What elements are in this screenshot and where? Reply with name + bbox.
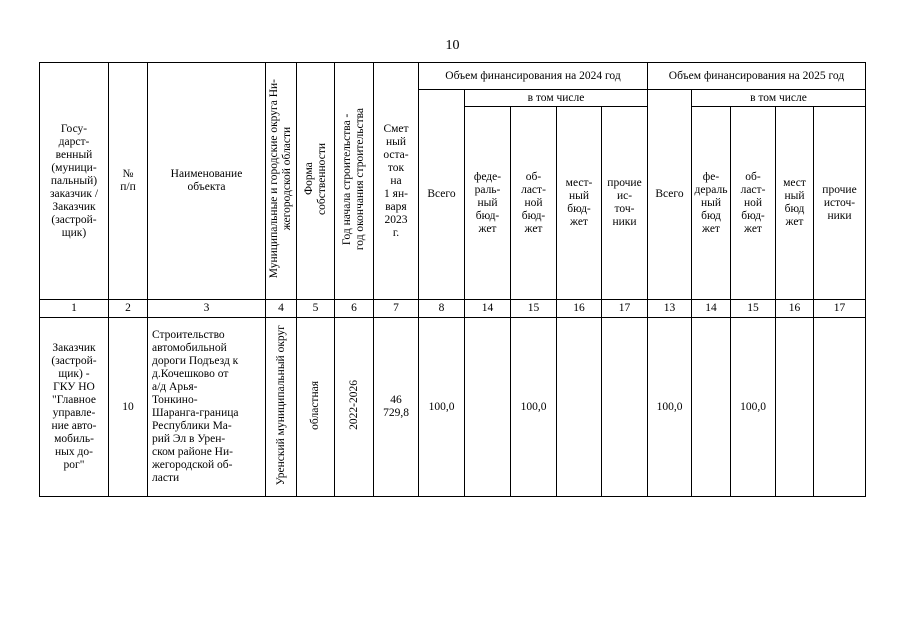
column-number: 15 <box>731 300 776 318</box>
header-including-2025: в том числе <box>692 90 866 107</box>
header-federal-2025: фе- дераль ный бюд жет <box>692 107 731 300</box>
column-number: 8 <box>419 300 465 318</box>
header-federal-2024: федe- раль- ный бюд- жет <box>465 107 511 300</box>
column-number: 6 <box>335 300 374 318</box>
column-number: 14 <box>692 300 731 318</box>
column-number: 4 <box>266 300 297 318</box>
row-other-2025 <box>814 318 866 497</box>
header-ownership <box>297 63 335 300</box>
header-including-2024: в том числе <box>465 90 648 107</box>
header-years-text: Год начала строительства - год окончания строительства <box>341 107 366 251</box>
column-number: 15 <box>511 300 557 318</box>
column-number: 17 <box>814 300 866 318</box>
row-total-2025: 100,0 <box>648 318 692 497</box>
row-local-2025 <box>776 318 814 497</box>
column-numbers-row <box>40 300 866 318</box>
row-municipal <box>266 318 297 497</box>
header-total-2024: Всего <box>419 90 465 300</box>
row-ownership <box>297 318 335 497</box>
column-number: 13 <box>648 300 692 318</box>
column-number: 14 <box>465 300 511 318</box>
table-row <box>40 318 866 497</box>
row-years <box>335 318 374 497</box>
row-remaining: 46 729,8 <box>374 318 419 497</box>
header-regional-2025: об- ласт- ной бюд- жет <box>731 107 776 300</box>
header-local-2025: мест ный бюд жет <box>776 107 814 300</box>
header-local-2024: мест- ный бюд- жет <box>557 107 602 300</box>
header-num: № п/п <box>109 63 148 300</box>
column-number: 16 <box>776 300 814 318</box>
row-regional-2025: 100,0 <box>731 318 776 497</box>
header-row-1 <box>40 63 866 90</box>
header-years <box>335 63 374 300</box>
page-number: 10 <box>445 38 460 53</box>
row-federal-2025 <box>692 318 731 497</box>
financing-table <box>39 62 866 497</box>
row-object-name: Строительство автомобильной дороги Подъезд к д.Кочешково от а/д Арья- Тонкино- Шаранга-граница Республики Ма- рий Эл в Урен- ском районе Ни- жегородской об- ласти <box>148 318 266 497</box>
header-ownership-text: Форма собственности <box>302 143 328 215</box>
row-customer: Заказчик (застрой- щик) - ГКУ НО "Главное управле- ние авто- мобиль- ных до- рог" <box>40 318 109 497</box>
row-federal-2024 <box>465 318 511 497</box>
column-number: 1 <box>40 300 109 318</box>
row-municipal-text: Уренский муниципальный округ <box>274 324 287 486</box>
row-local-2024 <box>557 318 602 497</box>
header-regional-2024: об- ласт- ной бюд- жет <box>511 107 557 300</box>
row-years-text: 2022-2026 <box>347 380 360 430</box>
column-number: 17 <box>602 300 648 318</box>
header-municipal <box>266 63 297 300</box>
header-other-2024: прочие ис- точ- ники <box>602 107 648 300</box>
column-number: 7 <box>374 300 419 318</box>
row-ownership-text: областная <box>309 380 321 430</box>
row-other-2024 <box>602 318 648 497</box>
column-number: 5 <box>297 300 335 318</box>
column-number: 16 <box>557 300 602 318</box>
row-num: 10 <box>109 318 148 497</box>
header-remaining: Смет ный оста- ток на 1 ян- варя 2023 г. <box>374 63 419 300</box>
row-regional-2024: 100,0 <box>511 318 557 497</box>
header-fin-2025: Объем финансирования на 2025 год <box>648 63 866 90</box>
header-total-2025: Всего <box>648 90 692 300</box>
column-number: 2 <box>109 300 148 318</box>
column-number: 3 <box>148 300 266 318</box>
header-name: Наименование объекта <box>148 63 266 300</box>
row-total-2024: 100,0 <box>419 318 465 497</box>
header-municipal-text: Муниципальные и городские округа Ни- жегородской области <box>268 79 293 279</box>
header-fin-2024: Объем финансирования на 2024 год <box>419 63 648 90</box>
header-other-2025: прочие источ- ники <box>814 107 866 300</box>
header-customer: Госу- дарст- венный (муници- пальный) заказчик / Заказчик (застрой- щик) <box>40 63 109 300</box>
